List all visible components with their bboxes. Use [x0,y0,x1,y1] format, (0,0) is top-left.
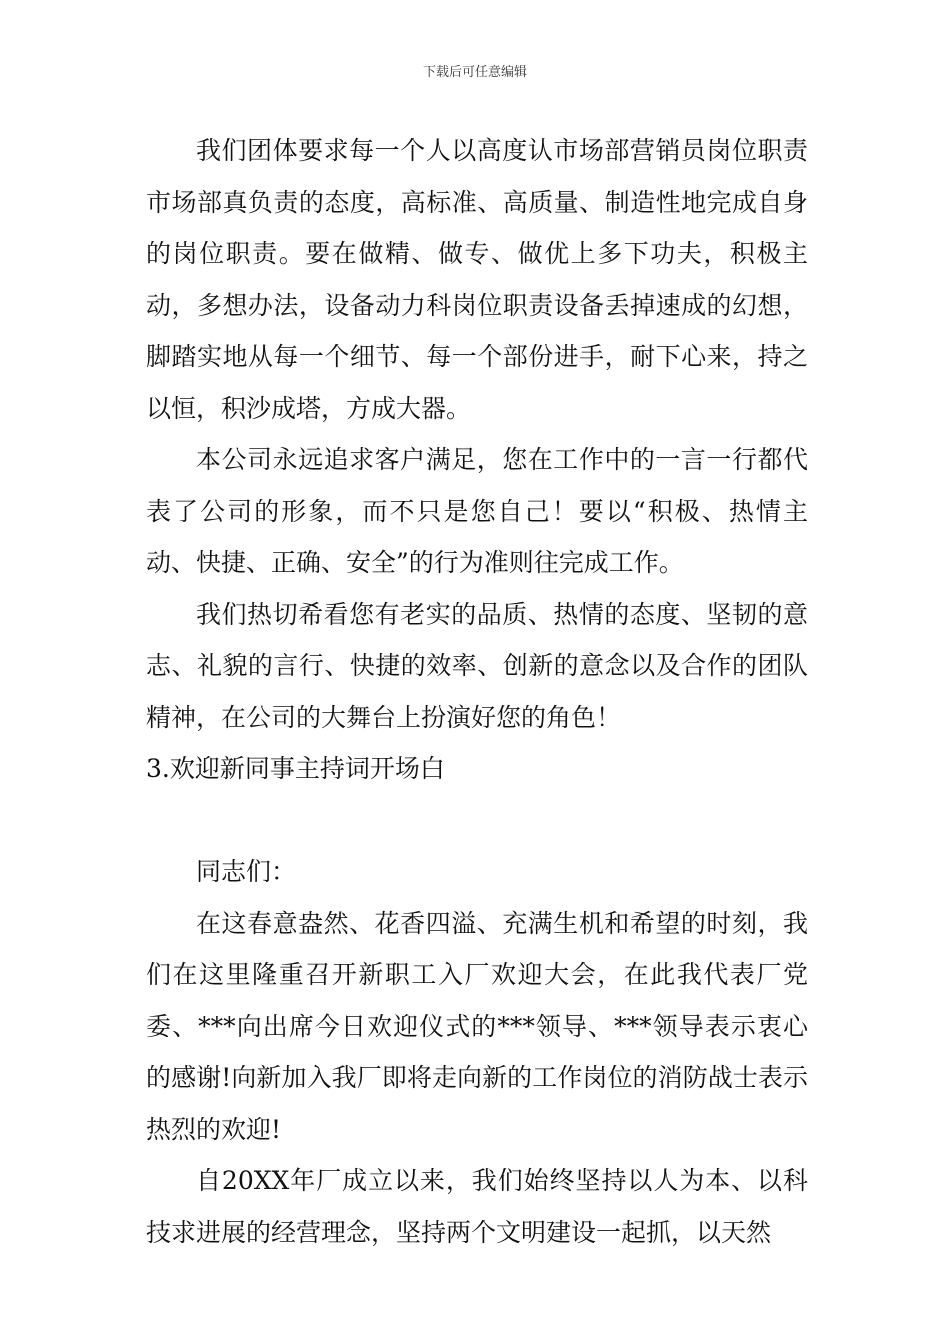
greeting: 同志们： [196,857,297,886]
paragraph-welcome: 在这春意盎然、花香四溢、充满生机和希望的时刻，我们在这里隆重召开新职工入厂欢迎大会，在此我代表厂党委、***向出席今日欢迎仪式的***领导、***领导表示衷心的感谢!向新加入我厂即将走向新的工作岗位的消防战士表示热烈的欢迎! [146,908,808,1144]
document-body [146,125,808,1258]
paragraph-team-requirements: 我们团体要求每一个人以高度认市场部营销员岗位职责市场部真负责的态度，高标准、高质量、制造性地完成自身的岗位职责。要在做精、做专、做优上多下功夫，积极主动，多想办法，设备动力科岗位职责设备丢掉速成的幻想，脚踏实地从每一个细节、每一个部份进手，耐下心来，持之以恒，积沙成塔，方成大器。 [146,136,808,423]
paragraph-history: 自20XX年厂成立以来，我们始终坚持以人为本、以科技求进展的经营理念，坚持两个文明建设一起抓，以天然 [146,1166,808,1247]
blank-line [146,795,808,847]
paragraph-customer-satisfaction: 本公司永远追求客户满足，您在工作中的一言一行都代表了公司的形象，而不只是您自己！要以“积极、热情主动、快捷、正确、安全”的行为准则往完成工作。 [146,445,808,577]
paragraph-hopes: 我们热切希看您有老实的品质、热情的态度、坚韧的意志、礼貌的言行、快捷的效率、创新的意念以及合作的团队精神，在公司的大舞台上扮演好您的角色！ [146,599,808,732]
section-heading: 3.欢迎新同事主持词开场白 [146,754,445,783]
page-header: 下载后可任意编辑 [422,65,527,80]
